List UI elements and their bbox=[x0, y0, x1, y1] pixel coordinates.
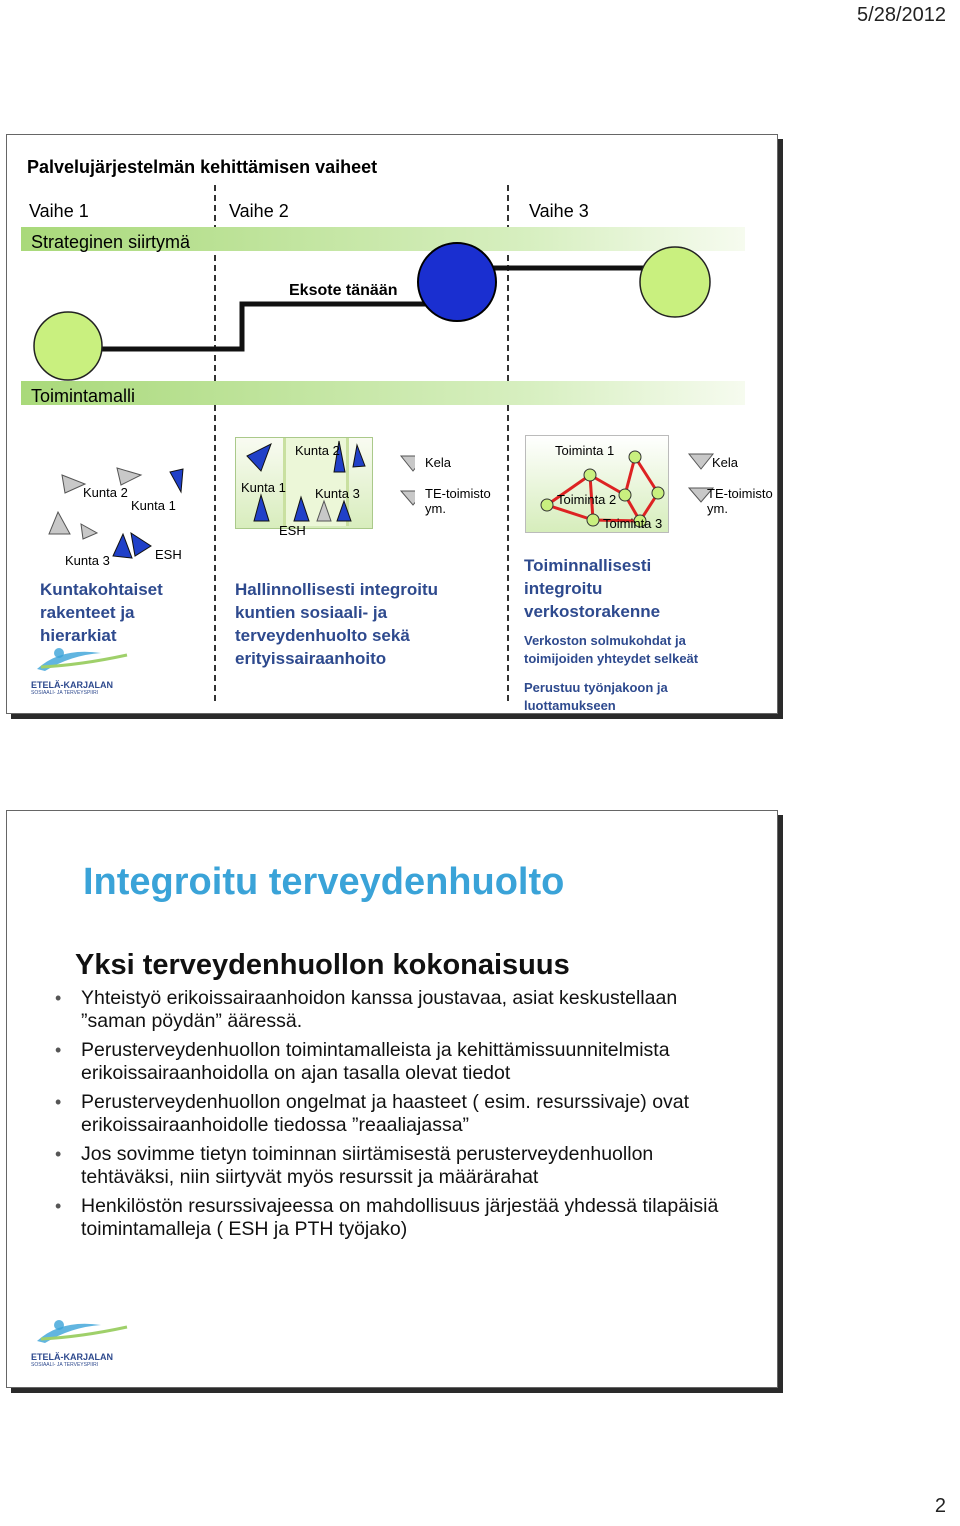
slide-subtitle: Yksi terveydenhuollon kokonaisuus bbox=[75, 949, 570, 981]
current-circle bbox=[418, 243, 496, 321]
phase-1-label: Vaihe 1 bbox=[29, 201, 89, 221]
te-shape bbox=[401, 491, 415, 505]
organization-logo bbox=[31, 1317, 141, 1367]
logo-sub: SOSIAALI- JA TERVEYSPIIRI bbox=[31, 1362, 99, 1368]
toiminta-1-label: Toiminta 1 bbox=[555, 443, 615, 458]
col3-title: Toiminnallisesti integroitu verkostorakenne bbox=[524, 556, 661, 621]
kunta-2-triangle bbox=[62, 475, 85, 493]
kela-shape bbox=[689, 454, 713, 469]
logo-name: ETELÄ-KARJALAN bbox=[31, 680, 113, 690]
staircase-line bbox=[75, 268, 647, 349]
network-node bbox=[619, 489, 631, 501]
logo-sub: SOSIAALI- JA TERVEYSPIIRI bbox=[31, 690, 99, 696]
current-stage-label: Eksote tänään bbox=[289, 282, 398, 299]
phase-3-label: Vaihe 3 bbox=[529, 201, 589, 221]
col2-te-toimisto: TE-toimisto ym. bbox=[425, 486, 491, 516]
organization-logo bbox=[31, 645, 141, 695]
strategic-transition-label: Strateginen siirtymä bbox=[31, 232, 191, 252]
network-node bbox=[652, 487, 664, 499]
col1-kunta-3: Kunta 3 bbox=[65, 553, 110, 568]
col3-te-toimisto: TE-toimisto ym. bbox=[707, 486, 773, 516]
slide-development-phases bbox=[6, 134, 778, 714]
esh-triangle-top bbox=[170, 469, 183, 492]
kunta-3-triangle bbox=[49, 512, 70, 534]
col1-esh: ESH bbox=[155, 547, 182, 562]
col2-kela: Kela bbox=[425, 455, 452, 470]
network-node bbox=[587, 514, 599, 526]
col1-title: Kuntakohtaiset rakenteet ja hierarkiat bbox=[40, 580, 163, 645]
triangle bbox=[294, 497, 309, 521]
esh-triangle-right bbox=[131, 533, 151, 556]
bullet-item: • Jos sovimme tietyn toiminnan siirtämisestä perusterveydenhuollon tehtäväksi, niin siirtyvät myös resurssit ja määrärahat bbox=[55, 1143, 745, 1189]
esh-triangle-mid bbox=[113, 534, 132, 558]
network-node bbox=[629, 451, 641, 463]
bullet-item: • Yhteistyö erikoissairaanhoidon kanssa joustavaa, asiat keskustellaan ”saman pöydän” ääressä. bbox=[55, 987, 745, 1033]
col2-title: Hallinnollisesti integroitu kuntien sosiaali- ja terveydenhuolto sekä erityissairaanhoito bbox=[235, 580, 439, 668]
network-node bbox=[541, 499, 553, 511]
col2-kunta-1: Kunta 1 bbox=[241, 480, 286, 495]
page-number: 2 bbox=[934, 1495, 946, 1517]
triangle-gray bbox=[317, 501, 331, 521]
toiminta-3-label: Toiminta 3 bbox=[603, 516, 663, 531]
network-node bbox=[584, 469, 596, 481]
triangle bbox=[254, 495, 269, 521]
phase-2-label: Vaihe 2 bbox=[229, 201, 289, 221]
col1-kunta-2: Kunta 2 bbox=[83, 485, 128, 500]
toiminta-2-label: Toiminta 2 bbox=[557, 492, 617, 507]
triangle bbox=[353, 445, 365, 467]
slide-integrated-healthcare bbox=[6, 810, 778, 1388]
slide-title: Integroitu terveydenhuolto bbox=[83, 861, 565, 903]
logo-swirl-icon bbox=[31, 645, 131, 675]
phase-3-circle bbox=[640, 247, 710, 317]
triangle bbox=[337, 501, 351, 521]
kunta-1-triangle bbox=[117, 468, 141, 485]
operating-model-label: Toimintamalli bbox=[31, 386, 136, 406]
col3-note-1: Verkoston solmukohdat ja toimijoiden yhteydet selkeät bbox=[524, 633, 699, 666]
col3-note-2: Perustuu työnjakoon ja luottamukseen bbox=[524, 680, 668, 713]
triangle bbox=[247, 444, 271, 471]
slide-title: Palvelujärjestelmän kehittämisen vaiheet bbox=[27, 157, 378, 177]
col3-kela: Kela bbox=[712, 455, 739, 470]
bullet-item: • Perusterveydenhuollon ongelmat ja haasteet ( esim. resurssivaje) ovat erikoissairaanhoidolle tiedossa ”reaaliajassa” bbox=[55, 1091, 745, 1137]
bullet-item: • Henkilöstön resurssivajeessa on mahdollisuus järjestää yhdessä tilapäisiä toimintamalleja ( ESH ja PTH työjako) bbox=[55, 1195, 745, 1241]
logo-name: ETELÄ-KARJALAN bbox=[31, 1352, 113, 1362]
bullet-list bbox=[55, 987, 745, 1247]
col2-esh: ESH bbox=[279, 523, 306, 538]
shape-gray bbox=[81, 524, 97, 539]
bullet-item: • Perusterveydenhuollon toimintamalleista ja kehittämissuunnitelmista erikoissairaanhoidolla on ajan tasalla olevat tiedot bbox=[55, 1039, 745, 1085]
kela-shape bbox=[401, 456, 415, 471]
phase-1-circle bbox=[34, 312, 102, 380]
col2-kunta-3: Kunta 3 bbox=[315, 486, 360, 501]
logo-swirl-icon bbox=[31, 1317, 131, 1347]
col1-kunta-1: Kunta 1 bbox=[131, 498, 176, 513]
col2-kunta-2: Kunta 2 bbox=[295, 443, 340, 458]
page-date: 5/28/2012 bbox=[857, 4, 946, 26]
